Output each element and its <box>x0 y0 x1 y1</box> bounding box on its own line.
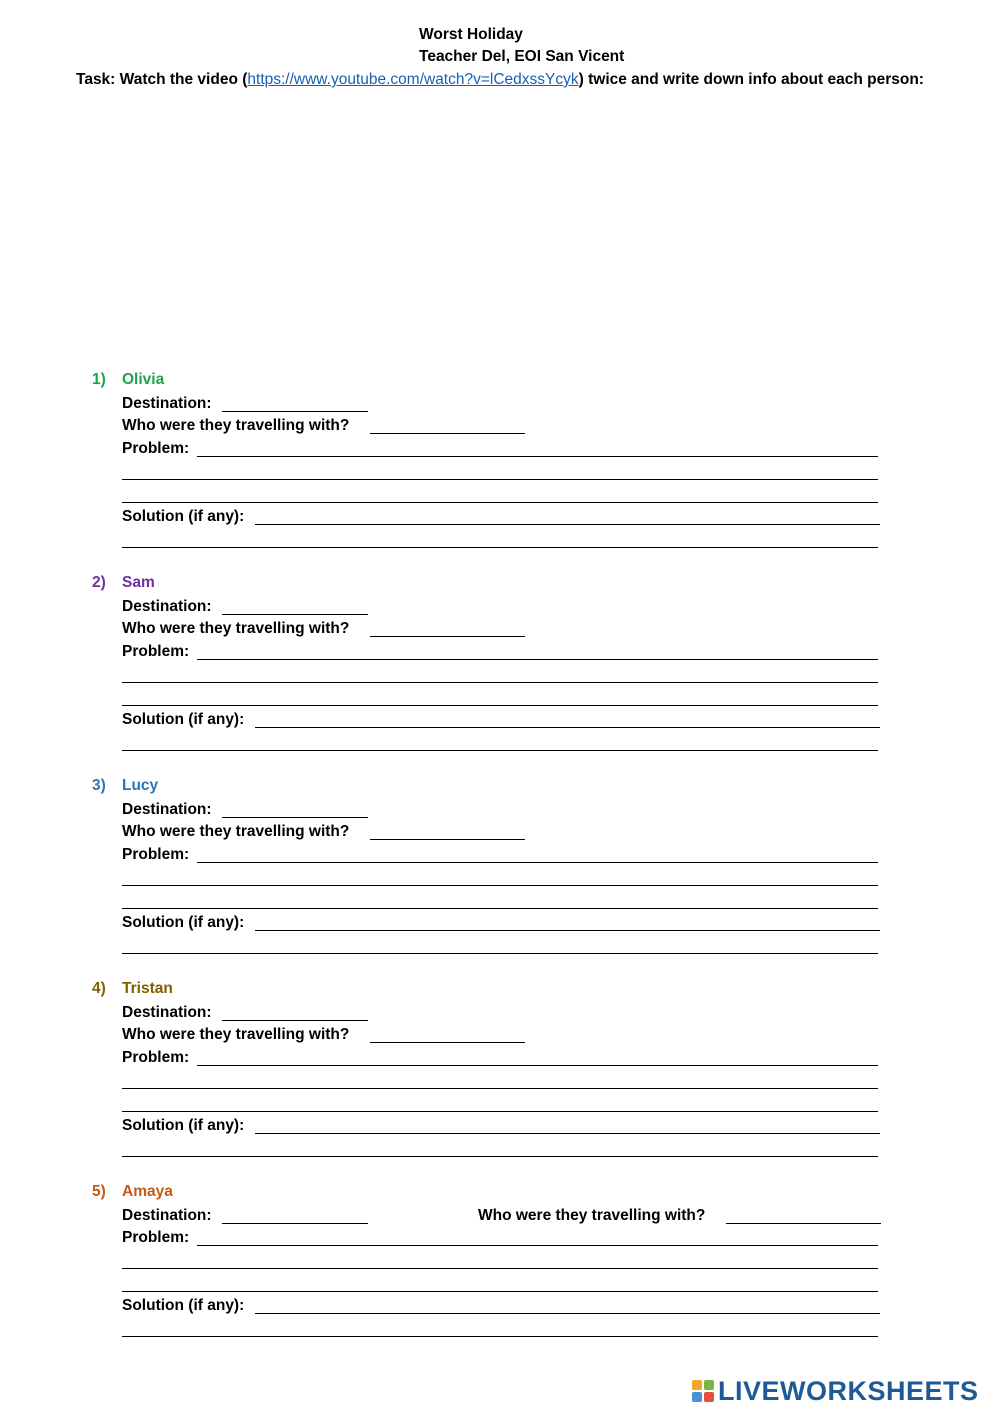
problem-blank[interactable] <box>197 1065 878 1066</box>
person-section-olivia <box>0 371 1000 551</box>
person-name: Sam <box>122 574 155 591</box>
destination-blank[interactable] <box>222 1223 368 1224</box>
person-number: 5) <box>92 1183 106 1200</box>
worksheet-title: Worst Holiday <box>419 26 523 43</box>
logo-badge-icon <box>692 1380 714 1402</box>
solution-label: Solution (if any): <box>122 508 245 525</box>
problem-extra-line[interactable] <box>122 705 878 706</box>
problem-extra-line[interactable] <box>122 682 878 683</box>
problem-extra-line[interactable] <box>122 908 878 909</box>
destination-label: Destination: <box>122 1207 212 1224</box>
video-link[interactable]: https://www.youtube.com/watch?v=lCedxssYcyk <box>247 71 579 88</box>
problem-extra-line[interactable] <box>122 479 878 480</box>
person-name: Tristan <box>122 980 173 997</box>
problem-label: Problem: <box>122 1049 190 1066</box>
destination-blank[interactable] <box>222 1020 368 1021</box>
problem-extra-line[interactable] <box>122 885 878 886</box>
travelling-with-label: Who were they travelling with? <box>122 620 350 637</box>
destination-label: Destination: <box>122 801 212 818</box>
solution-extra-line[interactable] <box>122 953 878 954</box>
solution-blank[interactable] <box>255 524 880 525</box>
travelling-with-blank[interactable] <box>370 636 525 637</box>
destination-label: Destination: <box>122 1004 212 1021</box>
problem-label: Problem: <box>122 643 190 660</box>
destination-label: Destination: <box>122 598 212 615</box>
problem-blank[interactable] <box>197 1245 878 1246</box>
solution-label: Solution (if any): <box>122 1117 245 1134</box>
person-section-sam <box>0 574 1000 754</box>
destination-blank[interactable] <box>222 817 368 818</box>
travelling-with-blank[interactable] <box>370 433 525 434</box>
person-name: Lucy <box>122 777 159 794</box>
problem-label: Problem: <box>122 1229 190 1246</box>
logo-text: LIVEWORKSHEETS <box>718 1375 979 1406</box>
problem-blank[interactable] <box>197 659 878 660</box>
problem-extra-line[interactable] <box>122 1111 878 1112</box>
travelling-with-label: Who were they travelling with? <box>122 823 350 840</box>
solution-blank[interactable] <box>255 1313 880 1314</box>
solution-extra-line[interactable] <box>122 547 878 548</box>
travelling-with-label: Who were they travelling with? <box>478 1207 706 1224</box>
task-suffix: ) twice and write down info about each person: <box>578 71 924 88</box>
person-section-amaya <box>0 1183 1000 1363</box>
person-number: 2) <box>92 574 106 591</box>
solution-label: Solution (if any): <box>122 914 245 931</box>
destination-blank[interactable] <box>222 411 368 412</box>
solution-blank[interactable] <box>255 930 880 931</box>
task-instruction <box>0 71 1000 89</box>
solution-blank[interactable] <box>255 727 880 728</box>
travelling-with-blank[interactable] <box>726 1223 881 1224</box>
worksheet-subtitle: Teacher Del, EOI San Vicent <box>419 48 625 65</box>
problem-label: Problem: <box>122 440 190 457</box>
problem-label: Problem: <box>122 846 190 863</box>
problem-extra-line[interactable] <box>122 502 878 503</box>
problem-extra-line[interactable] <box>122 1291 878 1292</box>
liveworksheets-logo <box>692 1374 979 1408</box>
solution-extra-line[interactable] <box>122 750 878 751</box>
travelling-with-label: Who were they travelling with? <box>122 417 350 434</box>
problem-blank[interactable] <box>197 456 878 457</box>
person-number: 3) <box>92 777 106 794</box>
solution-label: Solution (if any): <box>122 711 245 728</box>
task-prefix: Task: Watch the video ( <box>76 71 248 88</box>
person-name: Amaya <box>122 1183 173 1200</box>
person-number: 4) <box>92 980 106 997</box>
destination-blank[interactable] <box>222 614 368 615</box>
solution-extra-line[interactable] <box>122 1156 878 1157</box>
person-section-tristan <box>0 980 1000 1160</box>
problem-extra-line[interactable] <box>122 1088 878 1089</box>
problem-blank[interactable] <box>197 862 878 863</box>
solution-extra-line[interactable] <box>122 1336 878 1337</box>
solution-label: Solution (if any): <box>122 1297 245 1314</box>
person-name: Olivia <box>122 371 165 388</box>
problem-extra-line[interactable] <box>122 1268 878 1269</box>
solution-blank[interactable] <box>255 1133 880 1134</box>
travelling-with-blank[interactable] <box>370 1042 525 1043</box>
person-number: 1) <box>92 371 106 388</box>
travelling-with-label: Who were they travelling with? <box>122 1026 350 1043</box>
destination-label: Destination: <box>122 395 212 412</box>
travelling-with-blank[interactable] <box>370 839 525 840</box>
person-section-lucy <box>0 777 1000 957</box>
